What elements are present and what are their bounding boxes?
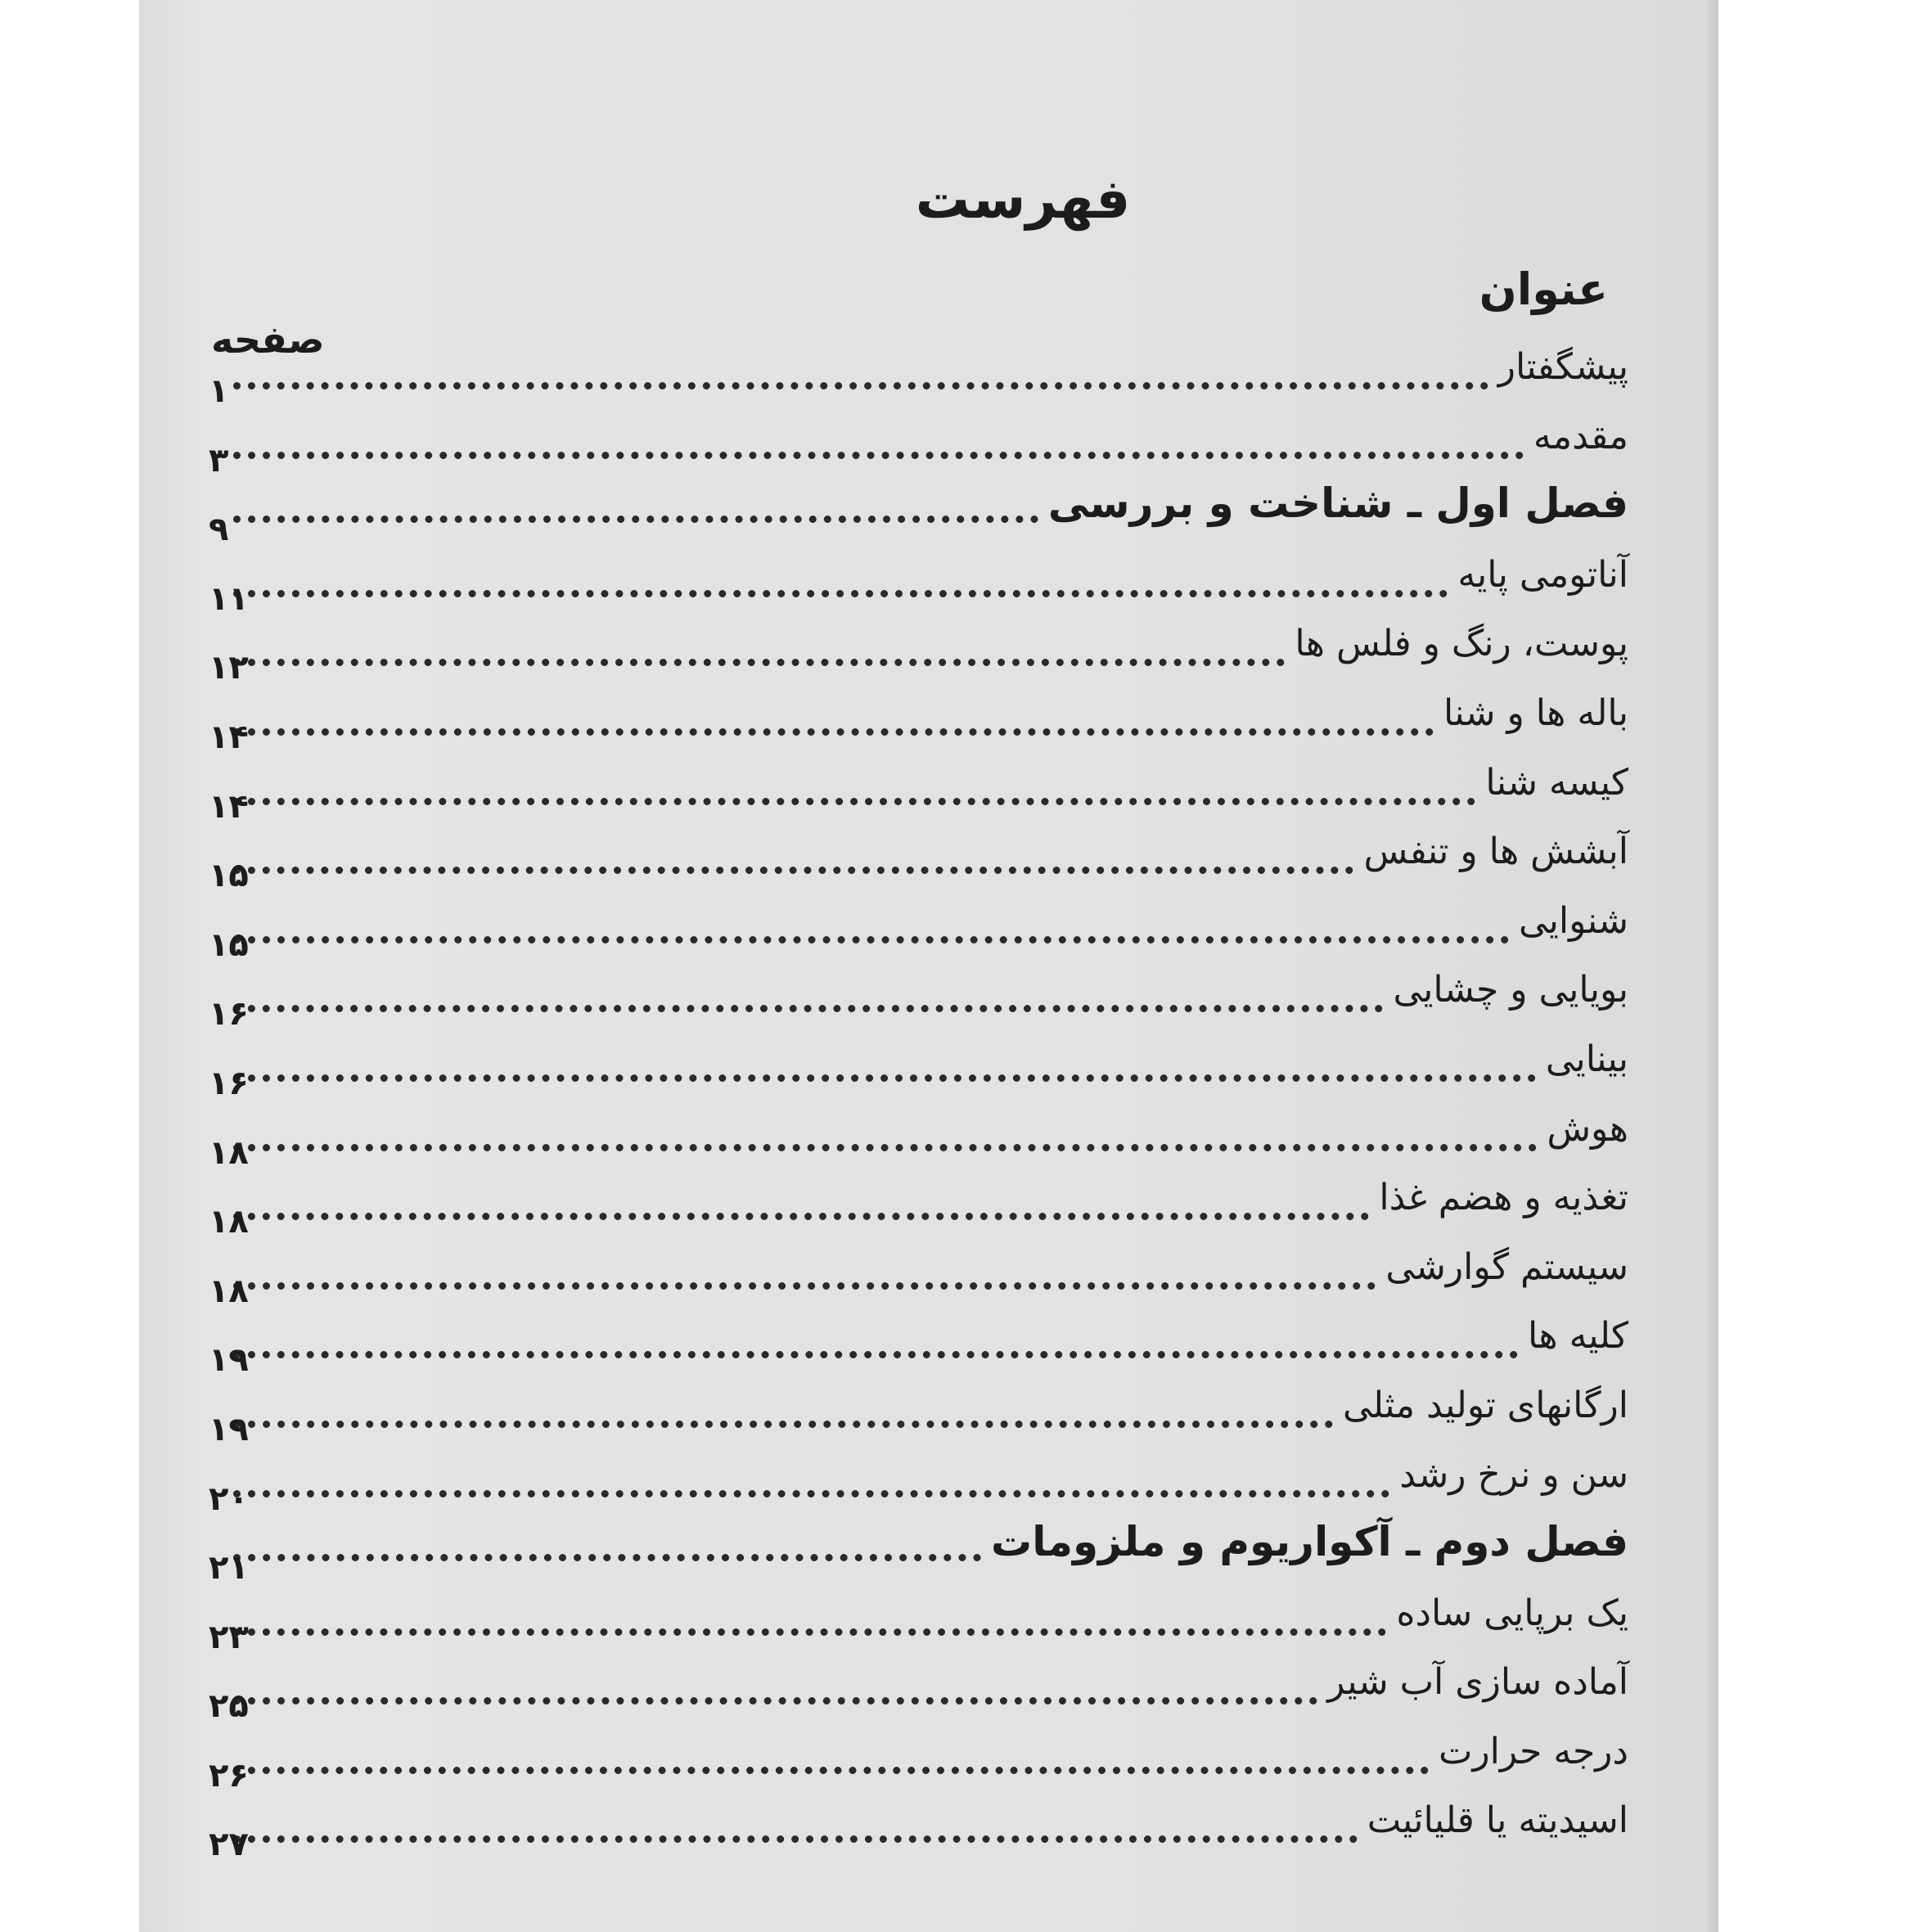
- toc-entry-title: درجه حرارت: [1439, 1730, 1628, 1772]
- toc-page-number: ۲۰: [209, 1479, 249, 1518]
- toc-page-number: ۲۳: [209, 1618, 249, 1656]
- toc-entry-title: ارگانهای تولید مثلی: [1342, 1384, 1628, 1426]
- toc-page-number: ۱: [209, 372, 229, 410]
- toc-row: [209, 547, 1628, 617]
- toc-entry-title: آناتومی پایه: [1457, 553, 1628, 596]
- toc-row: [209, 1655, 1628, 1724]
- toc-entry-title: شنوایی: [1518, 899, 1628, 942]
- toc-page-number: ۲۱: [209, 1549, 249, 1587]
- toc-page-number: ۱۲: [209, 649, 249, 687]
- toc-entry-title: اسیدیته یا قلیائیت: [1367, 1799, 1628, 1842]
- toc-row: [209, 1448, 1628, 1517]
- toc-row: [209, 686, 1628, 755]
- toc-page-number: ۱۶: [209, 1064, 249, 1102]
- page-title: فهرست: [915, 168, 1131, 231]
- dot-leader: [233, 1767, 1628, 1775]
- toc-row: [209, 340, 1628, 409]
- toc-entry-title: کیسه شنا: [1485, 761, 1628, 804]
- toc-page-number: ۱۴: [209, 787, 249, 826]
- toc-entry-title: بینایی: [1545, 1038, 1628, 1080]
- dot-leader: [233, 590, 1628, 598]
- book-page: [139, 0, 1718, 1932]
- toc-page-number: ۱۵: [209, 857, 249, 895]
- toc-row: [209, 1308, 1628, 1378]
- toc-page-number: ۱۸: [209, 1272, 249, 1310]
- toc-page-number: ۱۵: [209, 925, 249, 964]
- toc-page-number: ۱۹: [209, 1341, 249, 1380]
- dot-leader: [233, 728, 1628, 736]
- toc-row: [209, 824, 1628, 894]
- toc-entry-title: سیستم گوارشی: [1385, 1245, 1628, 1288]
- dot-leader: [233, 382, 1628, 390]
- toc-row: [209, 1240, 1628, 1309]
- toc-entry-title: تغذیه و هضم غذا: [1379, 1177, 1628, 1219]
- toc-entry-title: سن و نرخ رشد: [1399, 1453, 1628, 1496]
- toc-entry-title: هوش: [1547, 1107, 1628, 1150]
- toc-entry-title: آبشش ها و تنفس: [1363, 831, 1628, 873]
- toc-row: [209, 1170, 1628, 1240]
- toc-row: [209, 1032, 1628, 1101]
- toc-page-number: ۱۹: [209, 1410, 249, 1448]
- toc-chapter-title: فصل دوم ـ آکواریوم و ملزومات: [990, 1518, 1628, 1566]
- toc-entry-title: باله ها و شنا: [1443, 691, 1628, 734]
- toc-row: [209, 1378, 1628, 1448]
- toc-chapter-row: [209, 478, 1628, 547]
- toc-page-number: ۱۸: [209, 1203, 249, 1241]
- toc-row: [209, 1793, 1628, 1862]
- toc-page-number: ۱۴: [209, 718, 249, 756]
- toc-page-number: ۹: [209, 511, 229, 549]
- page-edge: [1707, 0, 1718, 1932]
- toc-row: [209, 1101, 1628, 1171]
- toc-row: [209, 894, 1628, 963]
- toc-row: [209, 1586, 1628, 1655]
- table-of-contents: [209, 340, 1628, 1862]
- toc-entry-title: پوست، رنگ و فلس ها: [1295, 623, 1628, 665]
- dot-leader: [233, 936, 1628, 944]
- toc-page-number: ۱۸: [209, 1133, 249, 1172]
- toc-entry-title: بویایی و چشایی: [1393, 969, 1628, 1011]
- toc-row: [209, 1724, 1628, 1794]
- dot-leader: [233, 1144, 1628, 1152]
- toc-row: [209, 962, 1628, 1032]
- toc-page-number: ۱۱: [209, 579, 249, 618]
- toc-chapter-row: [209, 1516, 1628, 1586]
- toc-page-number: ۳: [209, 441, 229, 480]
- toc-entry-title: یک برپایی ساده: [1396, 1592, 1628, 1634]
- dot-leader: [233, 798, 1628, 806]
- column-header-page: صفحه: [211, 317, 325, 362]
- dot-leader: [233, 1351, 1628, 1359]
- toc-row: [209, 755, 1628, 825]
- toc-page-number: ۱۶: [209, 995, 249, 1034]
- dot-leader: [233, 452, 1628, 460]
- toc-chapter-title: فصل اول ـ شناخت و بررسی: [1047, 480, 1628, 528]
- toc-entry-title: مقدمه: [1533, 415, 1628, 457]
- toc-row: [209, 616, 1628, 686]
- toc-page-number: ۲۵: [209, 1687, 249, 1726]
- column-header-title: عنوان: [1479, 263, 1608, 315]
- toc-row: [209, 409, 1628, 479]
- toc-entry-title: کلیه ها: [1528, 1315, 1628, 1358]
- toc-entry-title: آماده سازی آب شیر: [1327, 1661, 1628, 1704]
- toc-page-number: ۲۶: [209, 1756, 249, 1795]
- dot-leader: [233, 1074, 1628, 1083]
- toc-entry-title: پیشگفتار: [1497, 346, 1628, 388]
- toc-page-number: ۲۷: [209, 1826, 249, 1864]
